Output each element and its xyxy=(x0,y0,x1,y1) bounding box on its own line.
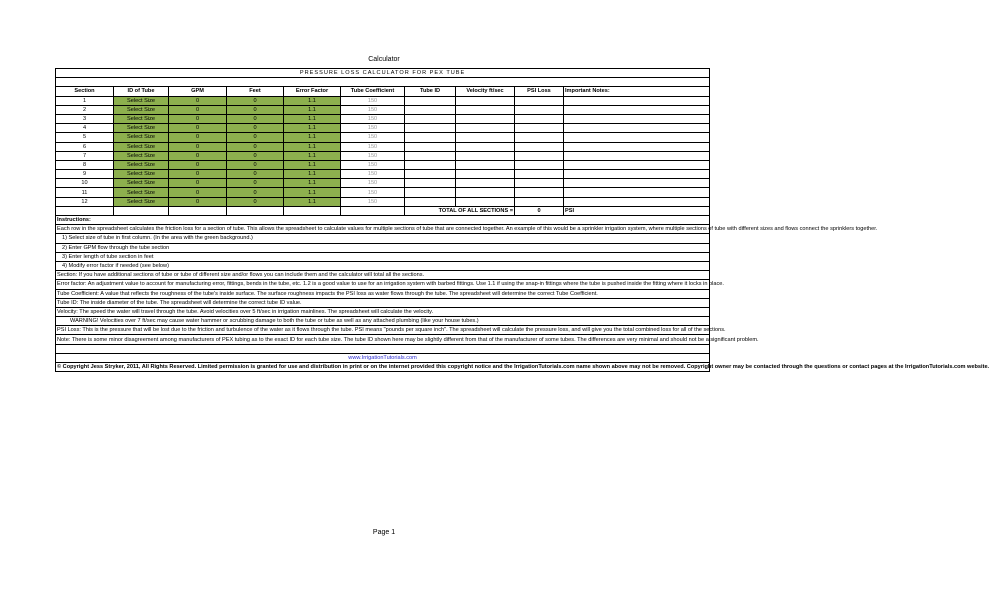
error-factor-input[interactable]: 1.1 xyxy=(284,188,341,197)
tube-size-select[interactable]: Select Size xyxy=(114,133,169,142)
psi-loss-cell xyxy=(515,160,564,169)
feet-input[interactable]: 0 xyxy=(227,105,284,114)
column-header: Important Notes: xyxy=(564,87,710,96)
copyright-notice: © Copyright Jess Stryker, 2011, All Rights Reserved. Limited permission is granted for use and distribution in print or on the internet provided this copyright notice and the IrrigationTutorials.com name shown above may not be removed. Copyright owner may be contacted through the questions or contact pages at the IrrigationTutorials.com website. xyxy=(57,364,989,371)
section-cell: 9 xyxy=(56,170,114,179)
instructions-intro: Each row in the spreadsheet calculates the friction loss for a section of tube. This allows the spreadsheet to calculate values for multiple sections of tube that are connected together. An example of this would be a sprinkler irrigation system, where multiple sections of tube with different sizes and flows connect the sprinklers together. xyxy=(57,226,878,233)
gpm-input[interactable]: 0 xyxy=(169,142,227,151)
notes-cell xyxy=(564,96,710,105)
tube-id-cell xyxy=(405,133,456,142)
error-factor-input[interactable]: 1.1 xyxy=(284,197,341,206)
feet-input[interactable]: 0 xyxy=(227,142,284,151)
tube-size-select[interactable]: Select Size xyxy=(114,124,169,133)
velocity-note: Velocity: The speed the water will travel through the tube. Avoid velocities over 5 ft/sec in irrigation mainlines. The spreadsheet will calculate the velocity. xyxy=(56,307,710,316)
section-cell: 5 xyxy=(56,133,114,142)
error-factor-input[interactable]: 1.1 xyxy=(284,142,341,151)
velocity-warning: WARNING! Velocities over 7 ft/sec may cause water hammer or scrubbing damage to both the tube or tube as well as any attached plumbing (like your house tubes.) xyxy=(56,317,710,326)
table-row xyxy=(56,96,710,105)
notes-cell xyxy=(564,160,710,169)
blank-row xyxy=(56,78,710,87)
tube-coefficient-cell: 150 xyxy=(341,197,405,206)
notes-row xyxy=(56,252,710,261)
tube-size-select[interactable]: Select Size xyxy=(114,151,169,160)
tube-id-cell xyxy=(405,188,456,197)
website-link[interactable]: www.IrrigationTutorials.com xyxy=(56,353,710,362)
notes-row xyxy=(56,271,710,280)
column-header: Section xyxy=(56,87,114,96)
gpm-input[interactable]: 0 xyxy=(169,124,227,133)
instruction-step: 4) Modify error factor if needed (see below) xyxy=(56,261,710,270)
table-row xyxy=(56,114,710,123)
psi-loss-cell xyxy=(515,124,564,133)
blank-cell xyxy=(56,206,114,215)
feet-input[interactable]: 0 xyxy=(227,124,284,133)
notes-cell xyxy=(564,124,710,133)
tube-coefficient-cell: 150 xyxy=(341,114,405,123)
tube-id-cell xyxy=(405,96,456,105)
tube-coefficient-cell: 150 xyxy=(341,188,405,197)
notes-cell xyxy=(564,114,710,123)
error-factor-input[interactable]: 1.1 xyxy=(284,114,341,123)
tube-id-cell xyxy=(405,170,456,179)
velocity-cell xyxy=(456,133,515,142)
tube-id-cell xyxy=(405,160,456,169)
notes-cell xyxy=(564,133,710,142)
column-header-row xyxy=(56,87,710,96)
notes-cell xyxy=(564,197,710,206)
notes-row xyxy=(56,225,710,234)
notes-row xyxy=(56,243,710,252)
velocity-cell xyxy=(456,188,515,197)
psi-loss-cell xyxy=(515,188,564,197)
section-cell: 6 xyxy=(56,142,114,151)
total-label: TOTAL OF ALL SECTIONS = xyxy=(405,206,515,215)
table-row xyxy=(56,142,710,151)
column-header: Error Factor xyxy=(284,87,341,96)
psi-loss-cell xyxy=(515,142,564,151)
velocity-cell xyxy=(456,170,515,179)
error-factor-input[interactable]: 1.1 xyxy=(284,179,341,188)
notes-row xyxy=(56,234,710,243)
notes-cell xyxy=(564,179,710,188)
instruction-step: 1) Select size of tube in first column. (In the area with the green background.) xyxy=(56,234,710,243)
section-note: Section: If you have additional sections of tube or tube of different size and/or flows you can include them and the calculator will total all the sections. xyxy=(56,271,710,280)
section-cell: 4 xyxy=(56,124,114,133)
notes-row xyxy=(56,216,710,225)
tube-size-select[interactable]: Select Size xyxy=(114,160,169,169)
column-header: PSI Loss xyxy=(515,87,564,96)
feet-input[interactable]: 0 xyxy=(227,170,284,179)
section-cell: 1 xyxy=(56,96,114,105)
velocity-cell xyxy=(456,105,515,114)
blank-cell xyxy=(169,206,227,215)
section-cell: 2 xyxy=(56,105,114,114)
section-cell: 3 xyxy=(56,114,114,123)
section-cell: 7 xyxy=(56,151,114,160)
calculator-title: PRESSURE LOSS CALCULATOR FOR PEX TUBE xyxy=(56,69,710,78)
column-header: Velocity ft/sec xyxy=(456,87,515,96)
psi-loss-cell xyxy=(515,133,564,142)
feet-input[interactable]: 0 xyxy=(227,188,284,197)
error-factor-input[interactable]: 1.1 xyxy=(284,151,341,160)
page-footer: Page 1 xyxy=(372,529,396,536)
tube-id-cell xyxy=(405,197,456,206)
notes-cell xyxy=(564,142,710,151)
tube-size-select[interactable]: Select Size xyxy=(114,105,169,114)
error-factor-input[interactable]: 1.1 xyxy=(284,124,341,133)
notes-row xyxy=(56,326,710,335)
calculator-table xyxy=(55,68,989,372)
table-row xyxy=(56,179,710,188)
instructions-heading: Instructions: xyxy=(56,216,710,225)
notes-row xyxy=(56,307,710,316)
velocity-cell xyxy=(456,114,515,123)
blank-cell xyxy=(114,206,169,215)
table-row xyxy=(56,160,710,169)
table-row xyxy=(56,151,710,160)
feet-input[interactable]: 0 xyxy=(227,197,284,206)
velocity-cell xyxy=(456,160,515,169)
feet-input[interactable]: 0 xyxy=(227,179,284,188)
tube-coefficient-cell: 150 xyxy=(341,124,405,133)
error-factor-note: Error factor: An adjustment value to account for manufacturing error, fittings, bends in the tube, etc. 1.2 is a good value to use for an irrigation system with barbed fittings. Use 1.1 if using the snap-in fittings where the tube is pushed inside the fitting where it locks in place. xyxy=(57,281,724,288)
tube-coefficient-cell: 150 xyxy=(341,170,405,179)
section-cell: 8 xyxy=(56,160,114,169)
notes-row xyxy=(56,289,710,298)
tube-size-select[interactable]: Select Size xyxy=(114,96,169,105)
column-header: Feet xyxy=(227,87,284,96)
blank-cell xyxy=(284,206,341,215)
notes-row xyxy=(56,317,710,326)
gpm-input[interactable]: 0 xyxy=(169,188,227,197)
gpm-input[interactable]: 0 xyxy=(169,160,227,169)
tube-id-note: Tube ID: The inside diameter of the tube. The spreadsheet will determine the correct tube ID value. xyxy=(56,298,710,307)
tube-coefficient-cell: 150 xyxy=(341,105,405,114)
tube-id-cell xyxy=(405,105,456,114)
tube-coefficient-cell: 150 xyxy=(341,96,405,105)
blank-cell xyxy=(227,206,284,215)
psi-loss-cell xyxy=(515,197,564,206)
gpm-input[interactable]: 0 xyxy=(169,96,227,105)
tube-id-cell xyxy=(405,114,456,123)
tube-id-cell xyxy=(405,151,456,160)
tube-coefficient-cell: 150 xyxy=(341,151,405,160)
tube-id-cell xyxy=(405,124,456,133)
error-factor-input[interactable]: 1.1 xyxy=(284,160,341,169)
tube-id-cell xyxy=(405,142,456,151)
page-header: Calculator xyxy=(368,56,400,63)
tube-coefficient-cell: 150 xyxy=(341,160,405,169)
total-value: 0 xyxy=(515,206,564,215)
section-cell: 12 xyxy=(56,197,114,206)
tube-size-select[interactable]: Select Size xyxy=(114,114,169,123)
total-unit: PSI xyxy=(564,206,710,215)
feet-input[interactable]: 0 xyxy=(227,114,284,123)
table-row xyxy=(56,170,710,179)
notes-cell xyxy=(564,151,710,160)
instruction-step: 3) Enter length of tube section in feet xyxy=(56,252,710,261)
gpm-input[interactable]: 0 xyxy=(169,170,227,179)
notes-row xyxy=(56,298,710,307)
column-header: GPM xyxy=(169,87,227,96)
feet-input[interactable]: 0 xyxy=(227,151,284,160)
column-header: ID of Tube xyxy=(114,87,169,96)
tube-size-select[interactable]: Select Size xyxy=(114,188,169,197)
gpm-input[interactable]: 0 xyxy=(169,197,227,206)
column-header: Tube Coefficient xyxy=(341,87,405,96)
section-cell: 10 xyxy=(56,179,114,188)
tube-size-select[interactable]: Select Size xyxy=(114,179,169,188)
table-row xyxy=(56,133,710,142)
tube-coefficient-cell: 150 xyxy=(341,133,405,142)
gpm-input[interactable]: 0 xyxy=(169,114,227,123)
psi-loss-note: PSI Loss: This is the pressure that will be lost due to the friction and turbulence of the water as it flows through the tube. PSI means "pounds per square inch". The spreadsheet will calculate the pressure loss, and will give you the total combined loss for all of the sections. xyxy=(57,327,726,334)
tube-size-select[interactable]: Select Size xyxy=(114,142,169,151)
notes-cell xyxy=(564,188,710,197)
section-cell: 11 xyxy=(56,188,114,197)
notes-cell xyxy=(564,105,710,114)
gpm-input[interactable]: 0 xyxy=(169,151,227,160)
gpm-input[interactable]: 0 xyxy=(169,133,227,142)
gpm-input[interactable]: 0 xyxy=(169,179,227,188)
total-row xyxy=(56,206,710,215)
error-factor-input[interactable]: 1.1 xyxy=(284,133,341,142)
column-header: Tube ID xyxy=(405,87,456,96)
psi-loss-cell xyxy=(515,96,564,105)
psi-loss-cell xyxy=(515,179,564,188)
feet-input[interactable]: 0 xyxy=(227,133,284,142)
velocity-cell xyxy=(456,124,515,133)
error-factor-input[interactable]: 1.1 xyxy=(284,105,341,114)
tube-size-select[interactable]: Select Size xyxy=(114,197,169,206)
velocity-cell xyxy=(456,179,515,188)
tube-size-select[interactable]: Select Size xyxy=(114,170,169,179)
velocity-cell xyxy=(456,96,515,105)
feet-input[interactable]: 0 xyxy=(227,96,284,105)
velocity-cell xyxy=(456,142,515,151)
error-factor-input[interactable]: 1.1 xyxy=(284,96,341,105)
psi-loss-cell xyxy=(515,170,564,179)
tube-id-cell xyxy=(405,179,456,188)
tube-coefficient-cell: 150 xyxy=(341,142,405,151)
tube-coefficient-cell: 150 xyxy=(341,179,405,188)
feet-input[interactable]: 0 xyxy=(227,160,284,169)
table-row xyxy=(56,188,710,197)
tube-coefficient-note: Tube Coefficient: A value that reflects the roughness of the tube's inside surface. The surface roughness impacts the PSI loss as water flows through the tube. The spreadsheet will determine the correct Tube Coefficient. xyxy=(56,289,710,298)
instruction-step: 2) Enter GPM flow through the tube section xyxy=(56,243,710,252)
gpm-input[interactable]: 0 xyxy=(169,105,227,114)
notes-row xyxy=(56,335,710,344)
manufacturer-note: Note: There is some minor disagreement among manufacturers of PEX tubing as to the exact ID for each tube size. The tube ID shown here may be slightly different from that of the manufacturer of some tubes. The differences are very minimal and should not be a significant problem. xyxy=(57,336,759,343)
notes-cell xyxy=(564,170,710,179)
table-row xyxy=(56,124,710,133)
error-factor-input[interactable]: 1.1 xyxy=(284,170,341,179)
table-row xyxy=(56,105,710,114)
psi-loss-cell xyxy=(515,114,564,123)
psi-loss-cell xyxy=(515,105,564,114)
spreadsheet xyxy=(55,68,989,372)
blank-row xyxy=(56,344,710,353)
velocity-cell xyxy=(456,197,515,206)
psi-loss-cell xyxy=(515,151,564,160)
blank-cell xyxy=(341,206,405,215)
notes-row xyxy=(56,261,710,270)
velocity-cell xyxy=(456,151,515,160)
table-row xyxy=(56,197,710,206)
notes-row xyxy=(56,280,710,289)
